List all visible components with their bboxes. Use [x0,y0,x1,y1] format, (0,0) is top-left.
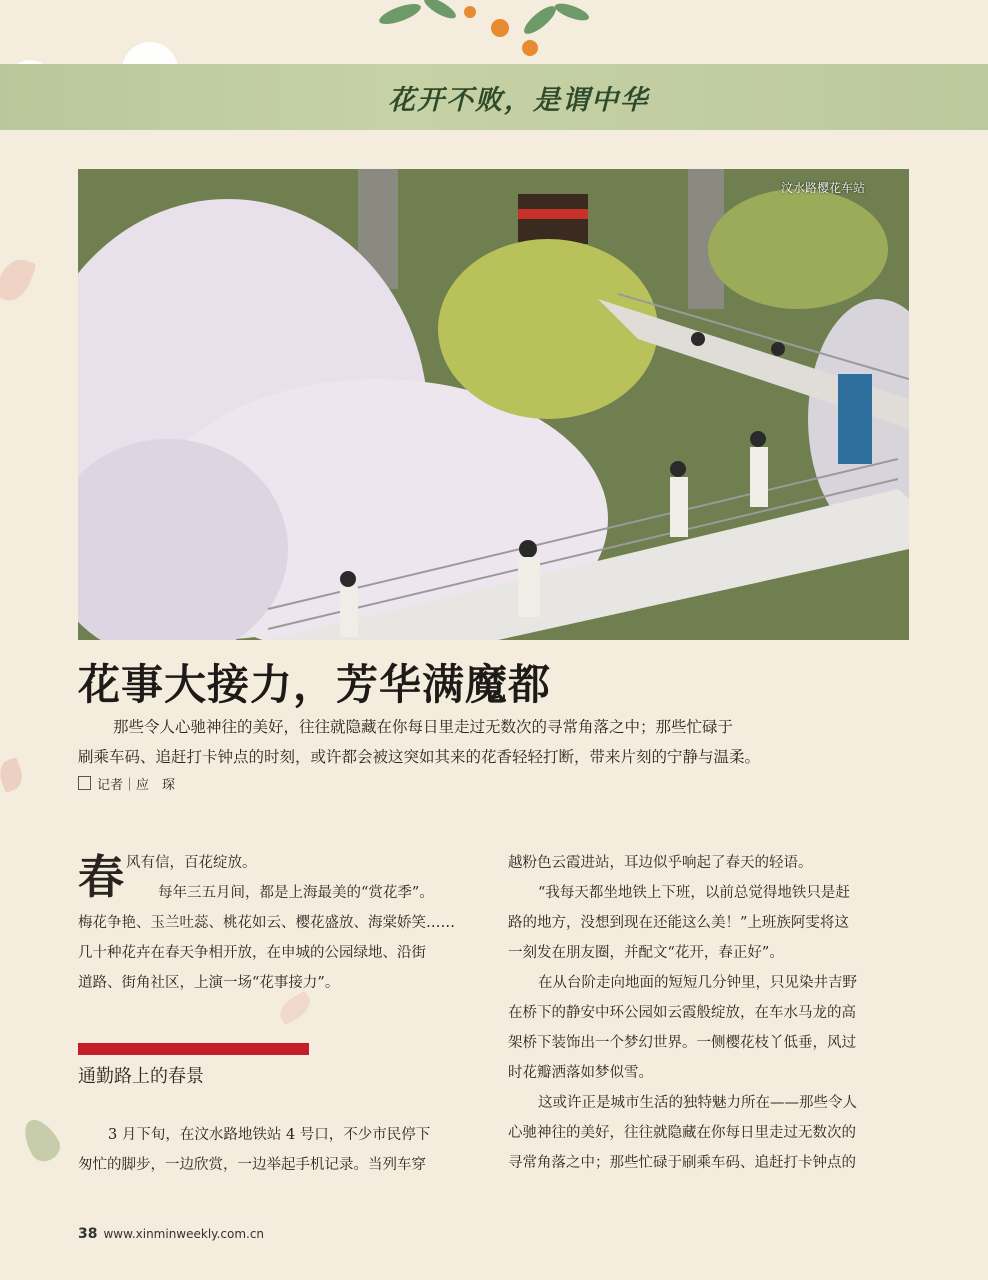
paragraph-line: 梅花争艳、玉兰吐蕊、桃花如云、樱花盛放、海棠娇笑…… [78,915,455,931]
article-headline: 花事大接力，芳华满魔都 [78,660,552,709]
paragraph-line: 每年三五月间，都是上海最美的“赏花季”。 [158,885,434,901]
drop-cap: 春 [78,850,124,904]
paragraph-line: 一刻发在朋友圈，并配文“花开，春正好”。 [508,945,784,961]
left-column-section [78,1120,482,1180]
paragraph-line: 心驰神往的美好，往往就隐藏在你每日里走过无数次的 [508,1125,856,1141]
banner-title: 花开不败，是谓中华 [388,85,649,116]
paragraph-line: 3 月下旬，在汶水路地铁站 4 号口，不少市民停下 [108,1127,431,1143]
paragraph-line: 寻常角落之中；那些忙碌于刷乘车码、追赶打卡钟点的 [508,1155,856,1171]
lead-line: 那些令人心驰神往的美好，往往就隐藏在你每日里走过无数次的寻常角落之中；那些忙碌于 [113,718,734,736]
photo-illustration [78,169,909,640]
byline-text: 记者｜应 琛 [97,778,176,793]
section-title: 通勤路上的春景 [78,1066,204,1087]
lead-line: 刷乘车码、追赶打卡钟点的时刻，或许都会被这突如其来的花香轻轻打断，带来片刻的宁静与温柔。 [78,748,761,766]
paragraph-line: 在桥下的静安中环公园如云霞般绽放，在车水马龙的高 [508,1005,856,1021]
paragraph-line: 这或许正是城市生活的独特魅力所在——那些令人 [538,1095,857,1111]
paragraph-line: 几十种花卉在春天争相开放，在申城的公园绿地、沿街 [78,945,426,961]
page-footer [78,1226,264,1242]
byline [78,774,175,793]
left-column [78,848,482,998]
paragraph-line: 时花瓣洒落如梦似雪。 [508,1065,653,1081]
paragraph-line: 在从台阶走向地面的短短几分钟里，只见染井吉野 [538,975,857,991]
paragraph-line: 道路、街角社区，上演一场“花事接力”。 [78,975,340,991]
paragraph-line: 架桥下装饰出一个梦幻世界。一侧樱花枝丫低垂，风过 [508,1035,856,1051]
page-number: 38 [78,1226,98,1242]
photo-caption: 汶水路樱花车站 [780,181,865,195]
pen-icon [78,776,91,790]
leaf-decoration [17,1113,65,1166]
right-column [508,848,910,1178]
site-url[interactable]: www.xinminweekly.com.cn [103,1227,265,1241]
article-lead [78,712,910,772]
petal-decoration [0,757,26,793]
leaves-top [377,0,591,38]
cherry-blossom-photo [78,169,909,640]
paragraph-line: 风有信，百花绽放。 [126,855,257,871]
paragraph-line: 匆忙的脚步，一边欣赏，一边举起手机记录。当列车穿 [78,1157,426,1173]
paragraph-line: “我每天都坐地铁上下班，以前总觉得地铁只是赶 [538,885,850,901]
paragraph-line: 越粉色云霞进站，耳边似乎响起了春天的轻语。 [508,855,813,871]
paragraph-line: 路的地方，没想到现在还能这么美！”上班族阿雯将这 [508,915,849,931]
section-red-bar [78,1043,309,1055]
petal-decoration [0,254,37,306]
